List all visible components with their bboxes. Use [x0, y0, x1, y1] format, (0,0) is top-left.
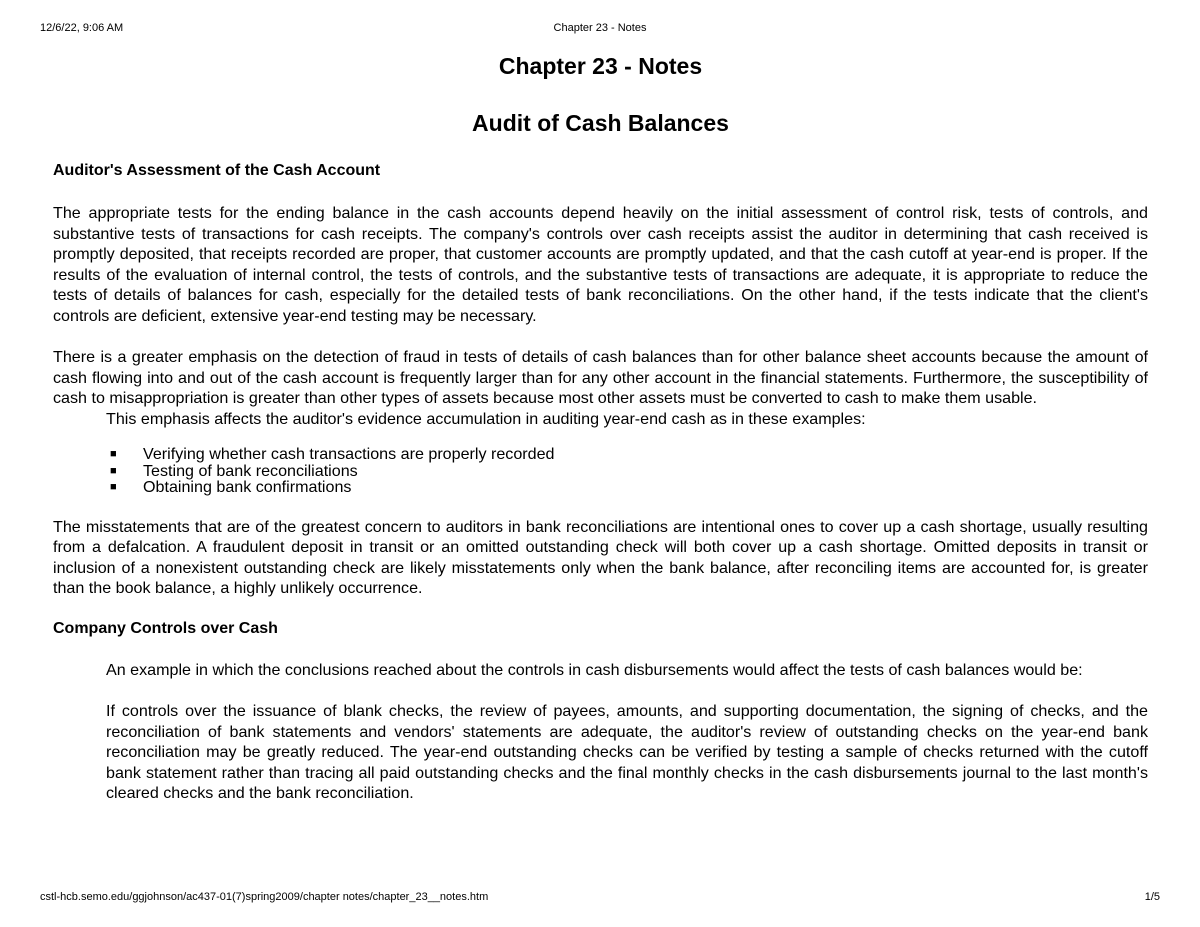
square-bullet-icon: ■ — [110, 464, 117, 477]
list-item-text: Verifying whether cash transactions are properly recorded — [143, 445, 555, 463]
document-body — [53, 50, 1148, 804]
list-item-text: Testing of bank reconciliations — [143, 461, 358, 480]
section-heading-controls: Company Controls over Cash — [53, 619, 278, 637]
square-bullet-icon: ■ — [110, 448, 117, 460]
list-item — [106, 446, 1148, 463]
print-page-title: Chapter 23 - Notes — [553, 22, 647, 34]
paragraph-examples-intro: This emphasis affects the auditor's evidence accumulation in auditing year-end cash as in these examples: — [106, 409, 866, 428]
examples-list — [53, 446, 1148, 496]
section-heading-assessment: Auditor's Assessment of the Cash Account — [53, 162, 381, 179]
print-header — [40, 22, 1160, 38]
print-date: 12/6/22, 9:06 AM — [40, 22, 124, 34]
document-title: Chapter 23 - Notes — [498, 53, 703, 79]
paragraph-control-risk: The appropriate tests for the ending balance in the cash accounts depend heavily on the initial assessment of control risk, tests of controls, and substantive tests of transactions for cash receipts. The company's controls over cash receipts assist the auditor in determining that cash received is promptly deposited, that receipts recorded are proper, that customer accounts are promptly updated, and that the cash cutoff at year-end is proper. If the results of the evaluation of internal control, the tests of controls, and the substantive tests of transactions are adequate, it is appropriate to reduce the tests of details of balances for cash, especially for the detailed tests of bank reconciliations. On the other hand, if the tests indicate that the client's controls are deficient, extensive year-end testing may be necessary. — [53, 204, 1148, 325]
paragraph-example-intro: An example in which the conclusions reached about the controls in cash disbursements would affect the tests of cash balances would be: — [106, 660, 1083, 679]
paragraph-example-detail: If controls over the issuance of blank checks, the review of payees, amounts, and supporting documentation, the signing of checks, and the reconciliation of bank statements and vendors' statements are adequate, the auditor's review of outstanding checks on the year-end bank reconciliation may be greatly reduced. The year-end outstanding checks can be verified by testing a sample of checks returned with the cutoff bank statement rather than tracing all paid outstanding checks and the final monthly checks in the cash disbursements journal to the last month's cleared checks and the bank reconciliation. — [106, 702, 1148, 802]
list-item — [106, 463, 1148, 480]
list-item-text: Obtaining bank confirmations — [143, 478, 352, 496]
print-url: cstl-hcb.semo.edu/ggjohnson/ac437-01(7)spring2009/chapter notes/chapter_23__notes.htm — [40, 891, 489, 903]
square-bullet-icon: ■ — [110, 481, 117, 493]
document-subtitle: Audit of Cash Balances — [472, 110, 729, 136]
paragraph-fraud-emphasis: There is a greater emphasis on the detection of fraud in tests of details of cash balances than for other balance sheet accounts because the amount of cash flowing into and out of the cash account is frequently larger than for any other account in the financial statements. Furthermore, the susceptibility of cash to misappropriation is greater than other types of assets because most other assets must be converted to cash to make them usable. — [53, 348, 1148, 407]
paragraph-misstatements: The misstatements that are of the greatest concern to auditors in bank reconciliations are intentional ones to cover up a cash shortage, usually resulting from a defalcation. A fraudulent deposit in transit or an omitted outstanding check will both cover up a cash shortage. Omitted deposits in transit or inclusion of a nonexistent outstanding check are likely misstatements only when the bank balance, after reconciling items are accounted for, is greater than the book balance, a highly unlikely occurrence. — [53, 517, 1148, 597]
list-item — [106, 479, 1148, 496]
print-footer — [40, 891, 1160, 907]
page-number: 1/5 — [1144, 891, 1160, 903]
